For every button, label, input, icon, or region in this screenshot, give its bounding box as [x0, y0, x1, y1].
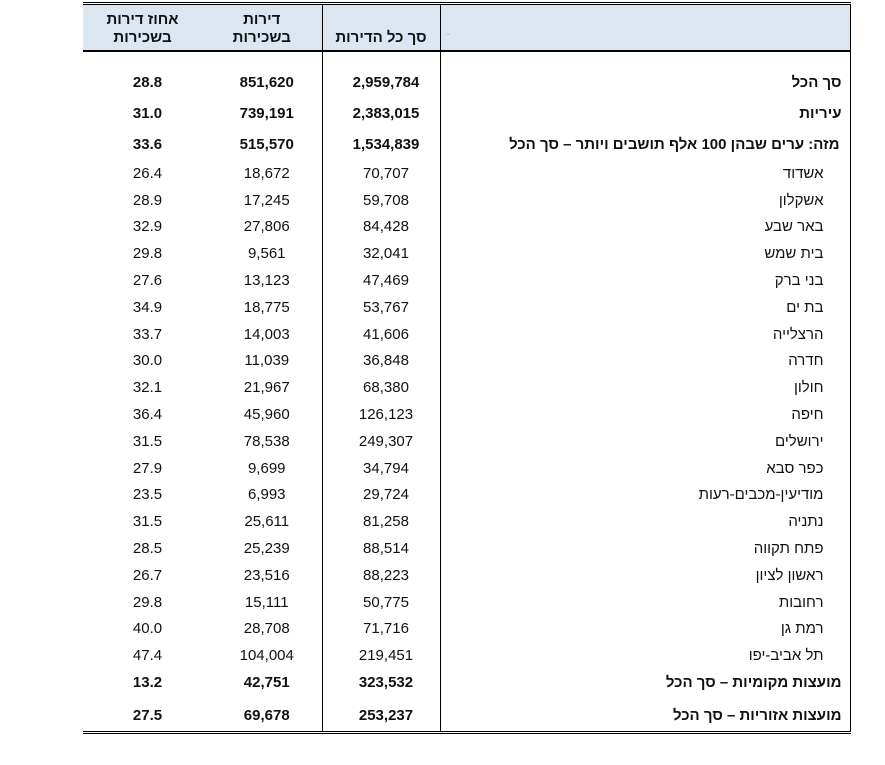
percent-cell: 27.5: [132, 706, 163, 724]
city-row: [83, 187, 850, 214]
label-cell: אשדוד: [440, 160, 850, 187]
rented-cell: 515,570: [202, 129, 322, 160]
regional-councils-row: [83, 695, 850, 733]
city-row: [83, 535, 850, 562]
municipalities-row: [83, 97, 850, 129]
percent-cell: 29.8: [132, 245, 163, 263]
total-cell: 88,223: [322, 562, 440, 589]
percent-cell: 30.0: [132, 352, 163, 370]
city-row: [83, 455, 850, 482]
label-cell: כפר סבא: [440, 455, 850, 482]
percent-cell: 27.6: [132, 272, 163, 290]
total-cell: 1,534,839: [322, 129, 440, 160]
header-label: [440, 4, 850, 52]
rental-apartments-table: [83, 2, 851, 734]
label-cell: מודיעין-מכבים-רעות: [440, 482, 850, 509]
total-cell: 126,123: [322, 401, 440, 428]
city-row: [83, 508, 850, 535]
percent-cell: 26.7: [132, 566, 163, 584]
city-row: [83, 294, 850, 321]
label-cell: מועצות אזוריות – סך הכל: [440, 695, 850, 733]
label-cell: מזה: ערים שבהן 100 אלף תושבים ויותר – סך הכל: [440, 129, 850, 160]
total-cell: 71,716: [322, 616, 440, 643]
percent-cell: 40.0: [132, 620, 163, 638]
rented-cell: 18,672: [202, 160, 322, 187]
label-cell: נתניה: [440, 508, 850, 535]
label-cell: פתח תקווה: [440, 535, 850, 562]
rented-cell: 6,993: [202, 482, 322, 509]
total-cell: 29,724: [322, 482, 440, 509]
total-cell: 219,451: [322, 642, 440, 669]
city-row: [83, 482, 850, 509]
percent-cell: 27.9: [132, 459, 163, 477]
total-cell: 47,469: [322, 267, 440, 294]
rented-cell: 18,775: [202, 294, 322, 321]
header-row: [83, 4, 850, 52]
total-row: [83, 67, 850, 97]
rented-cell: 21,967: [202, 374, 322, 401]
large-cities-row: [83, 129, 850, 160]
total-cell: 50,775: [322, 589, 440, 616]
percent-cell: 28.9: [132, 191, 163, 209]
percent-cell: 28.8: [132, 73, 163, 91]
rented-cell: 739,191: [202, 97, 322, 129]
rented-cell: 28,708: [202, 616, 322, 643]
label-cell: חולון: [440, 374, 850, 401]
city-row: [83, 321, 850, 348]
percent-cell: 29.8: [132, 593, 163, 611]
total-cell: 2,383,015: [322, 97, 440, 129]
percent-cell: 28.5: [132, 540, 163, 558]
rented-cell: 69,678: [202, 695, 322, 733]
label-cell: סך הכל: [440, 67, 850, 97]
total-cell: 59,708: [322, 187, 440, 214]
percent-cell: 31.5: [132, 513, 163, 531]
rented-cell: 9,561: [202, 240, 322, 267]
label-cell: אשקלון: [440, 187, 850, 214]
total-cell: 41,606: [322, 321, 440, 348]
rented-cell: 14,003: [202, 321, 322, 348]
header-total: סך כל הדירות: [322, 4, 440, 52]
total-cell: 70,707: [322, 160, 440, 187]
label-cell: עיריות: [440, 97, 850, 129]
label-cell: ירושלים: [440, 428, 850, 455]
header-mark: -: [446, 29, 450, 40]
label-cell: מועצות מקומיות – סך הכל: [440, 669, 850, 695]
city-row: [83, 428, 850, 455]
local-councils-row: [83, 669, 850, 695]
total-cell: 253,237: [322, 695, 440, 733]
header-rented: דירות בשכירות: [202, 4, 322, 52]
rented-cell: 15,111: [202, 589, 322, 616]
total-cell: 36,848: [322, 348, 440, 375]
percent-cell: 33.6: [132, 136, 163, 153]
rented-cell: 13,123: [202, 267, 322, 294]
city-row: [83, 267, 850, 294]
label-cell: רחובות: [440, 589, 850, 616]
label-cell: חדרה: [440, 348, 850, 375]
city-row: [83, 240, 850, 267]
label-cell: חיפה: [440, 401, 850, 428]
spacer-row: [83, 51, 850, 67]
city-row: [83, 160, 850, 187]
rented-cell: 42,751: [202, 669, 322, 695]
label-cell: הרצלייה: [440, 321, 850, 348]
label-cell: בני ברק: [440, 267, 850, 294]
rented-cell: 11,039: [202, 348, 322, 375]
city-row: [83, 616, 850, 643]
percent-cell: 31.5: [132, 432, 163, 450]
total-cell: 53,767: [322, 294, 440, 321]
label-cell: בית שמש: [440, 240, 850, 267]
label-cell: באר שבע: [440, 214, 850, 241]
rented-cell: 25,239: [202, 535, 322, 562]
rented-cell: 27,806: [202, 214, 322, 241]
percent-cell: 33.7: [132, 325, 163, 343]
percent-cell: 47.4: [132, 647, 163, 665]
percent-cell: 23.5: [132, 486, 163, 504]
percent-cell: 36.4: [132, 406, 163, 424]
city-row: [83, 214, 850, 241]
city-row: [83, 589, 850, 616]
city-row: [83, 374, 850, 401]
total-cell: 323,532: [322, 669, 440, 695]
percent-cell: 32.1: [132, 379, 163, 397]
rented-cell: 78,538: [202, 428, 322, 455]
label-cell: תל אביב-יפו: [440, 642, 850, 669]
city-row: [83, 348, 850, 375]
total-cell: 88,514: [322, 535, 440, 562]
percent-cell: 13.2: [132, 673, 163, 691]
rented-cell: 23,516: [202, 562, 322, 589]
percent-cell: 26.4: [132, 164, 163, 182]
total-cell: 34,794: [322, 455, 440, 482]
city-row: [83, 401, 850, 428]
label-cell: רמת גן: [440, 616, 850, 643]
label-cell: בת ים: [440, 294, 850, 321]
city-row: [83, 642, 850, 669]
total-cell: 249,307: [322, 428, 440, 455]
total-cell: 84,428: [322, 214, 440, 241]
rented-cell: 45,960: [202, 401, 322, 428]
percent-cell: 32.9: [132, 218, 163, 236]
rented-cell: 104,004: [202, 642, 322, 669]
total-cell: 2,959,784: [322, 67, 440, 97]
total-cell: 81,258: [322, 508, 440, 535]
city-row: [83, 562, 850, 589]
percent-cell: 34.9: [132, 298, 163, 316]
header-percent: אחוז דירות בשכירות: [83, 4, 202, 52]
rented-cell: 851,620: [202, 67, 322, 97]
label-cell: ראשון לציון: [440, 562, 850, 589]
rented-cell: 9,699: [202, 455, 322, 482]
total-cell: 68,380: [322, 374, 440, 401]
percent-cell: 31.0: [132, 104, 163, 122]
rented-cell: 17,245: [202, 187, 322, 214]
total-cell: 32,041: [322, 240, 440, 267]
rented-cell: 25,611: [202, 508, 322, 535]
